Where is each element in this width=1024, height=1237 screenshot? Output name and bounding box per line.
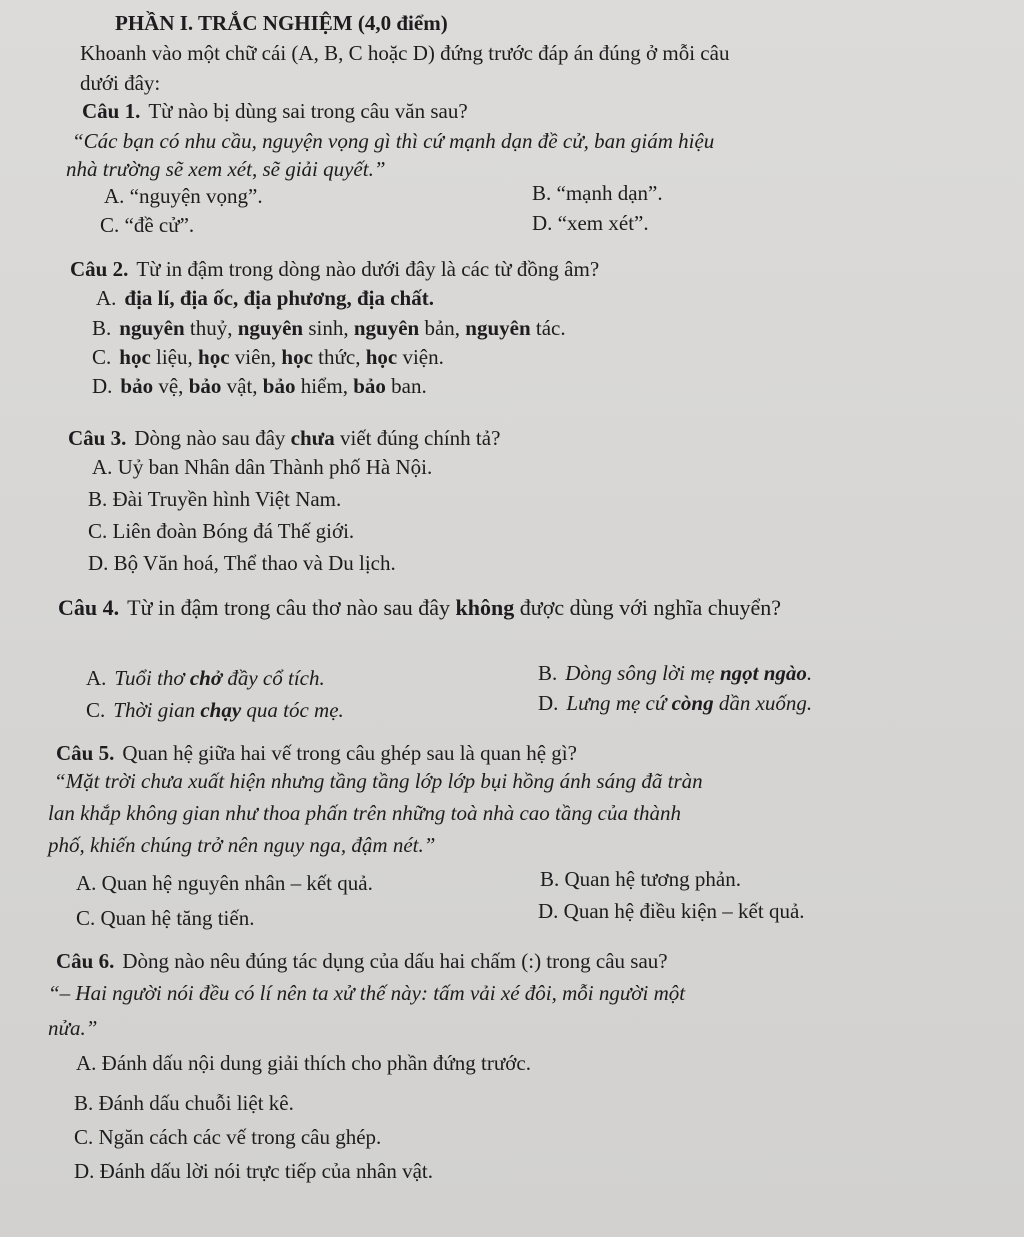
question-4-label: Câu 4. xyxy=(58,595,120,620)
q4-option-b[interactable]: B. Dòng sông lời mẹ ngọt ngào. xyxy=(538,661,813,685)
q5-option-b[interactable]: B. Quan hệ tương phản. xyxy=(540,867,741,891)
q2-option-a[interactable] xyxy=(96,285,434,311)
q3-option-b[interactable]: B. Đài Truyền hình Việt Nam. xyxy=(88,487,342,511)
q2-option-d[interactable]: D. bảo vệ, bảo vật, bảo hiểm, bảo ban. xyxy=(92,374,427,398)
q3-option-c[interactable]: C. Liên đoàn Bóng đá Thế giới. xyxy=(88,519,355,543)
question-6-label: Câu 6. xyxy=(56,949,115,973)
q4-option-c[interactable]: C. Thời gian chạy qua tóc mẹ. xyxy=(86,698,344,722)
question-4: Câu 4. Từ in đậm trong câu thơ nào sau đây không được dùng với nghĩa chuyển? xyxy=(58,595,782,620)
question-2-label: Câu 2. xyxy=(70,257,129,281)
question-2 xyxy=(70,256,599,282)
question-5-label: Câu 5. xyxy=(56,741,115,765)
question-1-label: Câu 1. xyxy=(82,99,141,123)
question-1-text: Từ nào bị dùng sai trong câu văn sau? xyxy=(148,99,468,123)
question-3: Câu 3. Dòng nào sau đây chưa viết đúng chính tả? xyxy=(68,426,501,450)
section-title: PHẦN I. TRẮC NGHIỆM (4,0 điểm) xyxy=(115,11,448,35)
q1-option-d[interactable]: D. “xem xét”. xyxy=(532,211,649,235)
q2-option-a-text: địa lí, địa ốc, địa phương, địa chất. xyxy=(124,286,434,310)
q6-option-c[interactable]: C. Ngăn cách các vế trong câu ghép. xyxy=(74,1125,382,1149)
instruction-line-2: dưới đây: xyxy=(80,71,161,95)
question-6-quote-line-1: “– Hai người nói đều có lí nên ta xử thế này: tấm vải xé đôi, mỗi người một xyxy=(48,981,686,1005)
question-5-quote-line-1: “Mặt trời chưa xuất hiện nhưng tầng tầng lớp lớp bụi hồng ánh sáng đã tràn xyxy=(54,769,703,793)
q5-option-d[interactable]: D. Quan hệ điều kiện – kết quả. xyxy=(538,899,805,923)
q1-option-a[interactable]: A. “nguyện vọng”. xyxy=(104,184,263,208)
question-5: Câu 5. Quan hệ giữa hai vế trong câu ghép sau là quan hệ gì? xyxy=(56,741,577,765)
q3-option-a[interactable]: A. Uỷ ban Nhân dân Thành phố Hà Nội. xyxy=(92,455,433,479)
q1-option-b[interactable]: B. “mạnh dạn”. xyxy=(532,181,663,205)
q2-option-a-letter: A. xyxy=(96,286,117,310)
q4-option-a[interactable]: A. Tuổi thơ chở đầy cổ tích. xyxy=(86,666,325,690)
q6-option-a[interactable]: A. Đánh dấu nội dung giải thích cho phần đứng trước. xyxy=(76,1051,531,1075)
question-1 xyxy=(82,98,468,124)
q5-option-c[interactable]: C. Quan hệ tăng tiến. xyxy=(76,906,255,930)
q2-option-c[interactable]: C. học liệu, học viên, học thức, học viện. xyxy=(92,345,444,369)
q6-option-b[interactable]: B. Đánh dấu chuỗi liệt kê. xyxy=(74,1091,294,1115)
question-5-quote-line-3: phố, khiến chúng trở nên nguy nga, đậm nét.” xyxy=(48,833,436,857)
instruction-line-1: Khoanh vào một chữ cái (A, B, C hoặc D) đứng trước đáp án đúng ở mỗi câu xyxy=(80,41,730,65)
question-2-text: Từ in đậm trong dòng nào dưới đây là các từ đồng âm? xyxy=(136,257,600,281)
q1-option-c[interactable]: C. “đề cử”. xyxy=(100,213,195,237)
question-3-label: Câu 3. xyxy=(68,426,127,450)
q2-option-b[interactable]: B. nguyên thuỷ, nguyên sinh, nguyên bản, nguyên tác. xyxy=(92,316,566,340)
q5-option-a[interactable]: A. Quan hệ nguyên nhân – kết quả. xyxy=(76,871,373,895)
question-5-quote-line-2: lan khắp không gian như thoa phấn trên những toà nhà cao tầng của thành xyxy=(48,801,682,825)
q3-option-d[interactable]: D. Bộ Văn hoá, Thể thao và Du lịch. xyxy=(88,551,396,575)
question-1-quote-line-1: “Các bạn có nhu cầu, nguyện vọng gì thì cứ mạnh dạn đề cử, ban giám hiệu xyxy=(72,129,715,153)
question-6: Câu 6. Dòng nào nêu đúng tác dụng của dấu hai chấm (:) trong câu sau? xyxy=(56,949,668,973)
q4-option-d[interactable]: D. Lưng mẹ cứ còng dần xuống. xyxy=(538,691,813,715)
question-6-quote-line-2: nửa.” xyxy=(48,1016,98,1040)
q6-option-d[interactable]: D. Đánh dấu lời nói trực tiếp của nhân vật. xyxy=(74,1159,433,1183)
question-1-quote-line-2: nhà trường sẽ xem xét, sẽ giải quyết.” xyxy=(66,157,386,181)
